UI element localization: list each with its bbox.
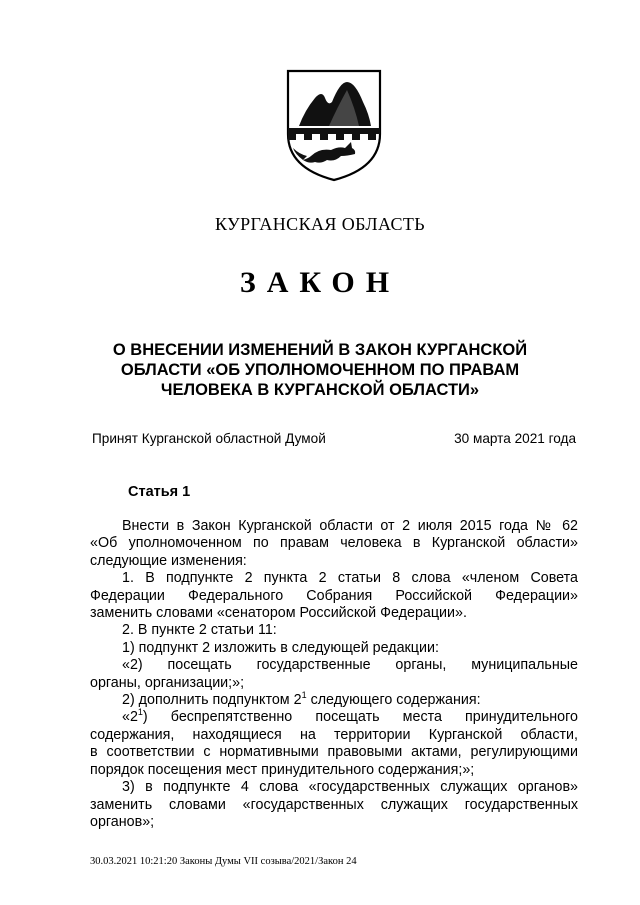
paragraph-quote-1 bbox=[90, 657, 578, 692]
paragraph-intro bbox=[90, 518, 578, 570]
paragraph-item-2-2 bbox=[90, 692, 578, 709]
text-line: органы, организации;»; bbox=[90, 674, 245, 691]
paragraph-item-2 bbox=[90, 622, 578, 639]
article-body bbox=[90, 518, 578, 831]
footer-stamp: 30.03.2021 10:21:20 Законы Думы VII созыва/2021/Закон 24 bbox=[90, 856, 357, 867]
superscript: 1 bbox=[137, 707, 143, 718]
text-line: органов»; bbox=[90, 813, 155, 830]
text-line: заменить словами «государственных служащих государственных bbox=[90, 796, 578, 813]
paragraph-item-3 bbox=[90, 779, 578, 831]
law-subject-line: ОБЛАСТИ «ОБ УПОЛНОМОЧЕННОМ ПО ПРАВАМ bbox=[120, 361, 520, 379]
text-line: Внести в Закон Курганской области от 2 июля 2015 года № 62 bbox=[122, 518, 578, 534]
law-subject bbox=[90, 340, 550, 400]
text-fragment: ) беспрепятственно посещать места принудительного bbox=[142, 709, 578, 726]
text-line: 1) подпункт 2 изложить в следующей редакции: bbox=[122, 639, 439, 656]
text-line: 2. В пункте 2 статьи 11: bbox=[122, 622, 277, 639]
document-type-title: ЗАКОН bbox=[239, 266, 401, 299]
text-line bbox=[90, 692, 578, 709]
text-line: «2) посещать государственные органы, муниципальные bbox=[122, 657, 578, 674]
paragraph-item-2-1 bbox=[90, 640, 578, 657]
text-fragment: «2 bbox=[122, 709, 138, 726]
text-line: 3) в подпункте 4 слова «государственных служащих органов» bbox=[122, 779, 578, 796]
adopted-by: Принят Курганской областной Думой bbox=[92, 431, 326, 446]
text-line: следующие изменения: bbox=[90, 552, 247, 569]
text-fragment: 2) дополнить подпунктом 2 bbox=[122, 692, 302, 709]
superscript: 1 bbox=[301, 690, 307, 701]
law-subject-line: О ВНЕСЕНИИ ИЗМЕНЕНИЙ В ЗАКОН КУРГАНСКОЙ bbox=[112, 341, 528, 359]
text-line: «Об уполномоченном по правам человека в Курганской области» bbox=[90, 535, 578, 552]
adoption-date: 30 марта 2021 года bbox=[454, 431, 576, 446]
text-line bbox=[90, 709, 578, 726]
text-line: заменить словами «сенатором Российской Федерации». bbox=[90, 605, 467, 622]
text-line: Федерации Федерального Собрания Российской Федерации» bbox=[90, 587, 578, 604]
coat-of-arms-icon bbox=[285, 68, 383, 182]
text-line: содержания, находящиеся на территории Курганской области, bbox=[90, 726, 578, 743]
text-line: 1. В подпункте 2 пункта 2 статьи 8 слова «членом Совета bbox=[122, 570, 578, 587]
text-line: порядок посещения мест принудительного содержания;»; bbox=[90, 761, 475, 778]
text-line: в соответствии с нормативными правовыми актами, регулирующими bbox=[90, 744, 578, 761]
law-subject-line: ЧЕЛОВЕКА В КУРГАНСКОЙ ОБЛАСТИ» bbox=[160, 381, 480, 399]
region-title: КУРГАНСКАЯ ОБЛАСТЬ bbox=[214, 214, 426, 234]
text-fragment: следующего содержания: bbox=[306, 692, 481, 709]
paragraph-quote-2 bbox=[90, 709, 578, 779]
article-heading: Статья 1 bbox=[128, 484, 191, 500]
paragraph-item-1 bbox=[90, 570, 578, 622]
